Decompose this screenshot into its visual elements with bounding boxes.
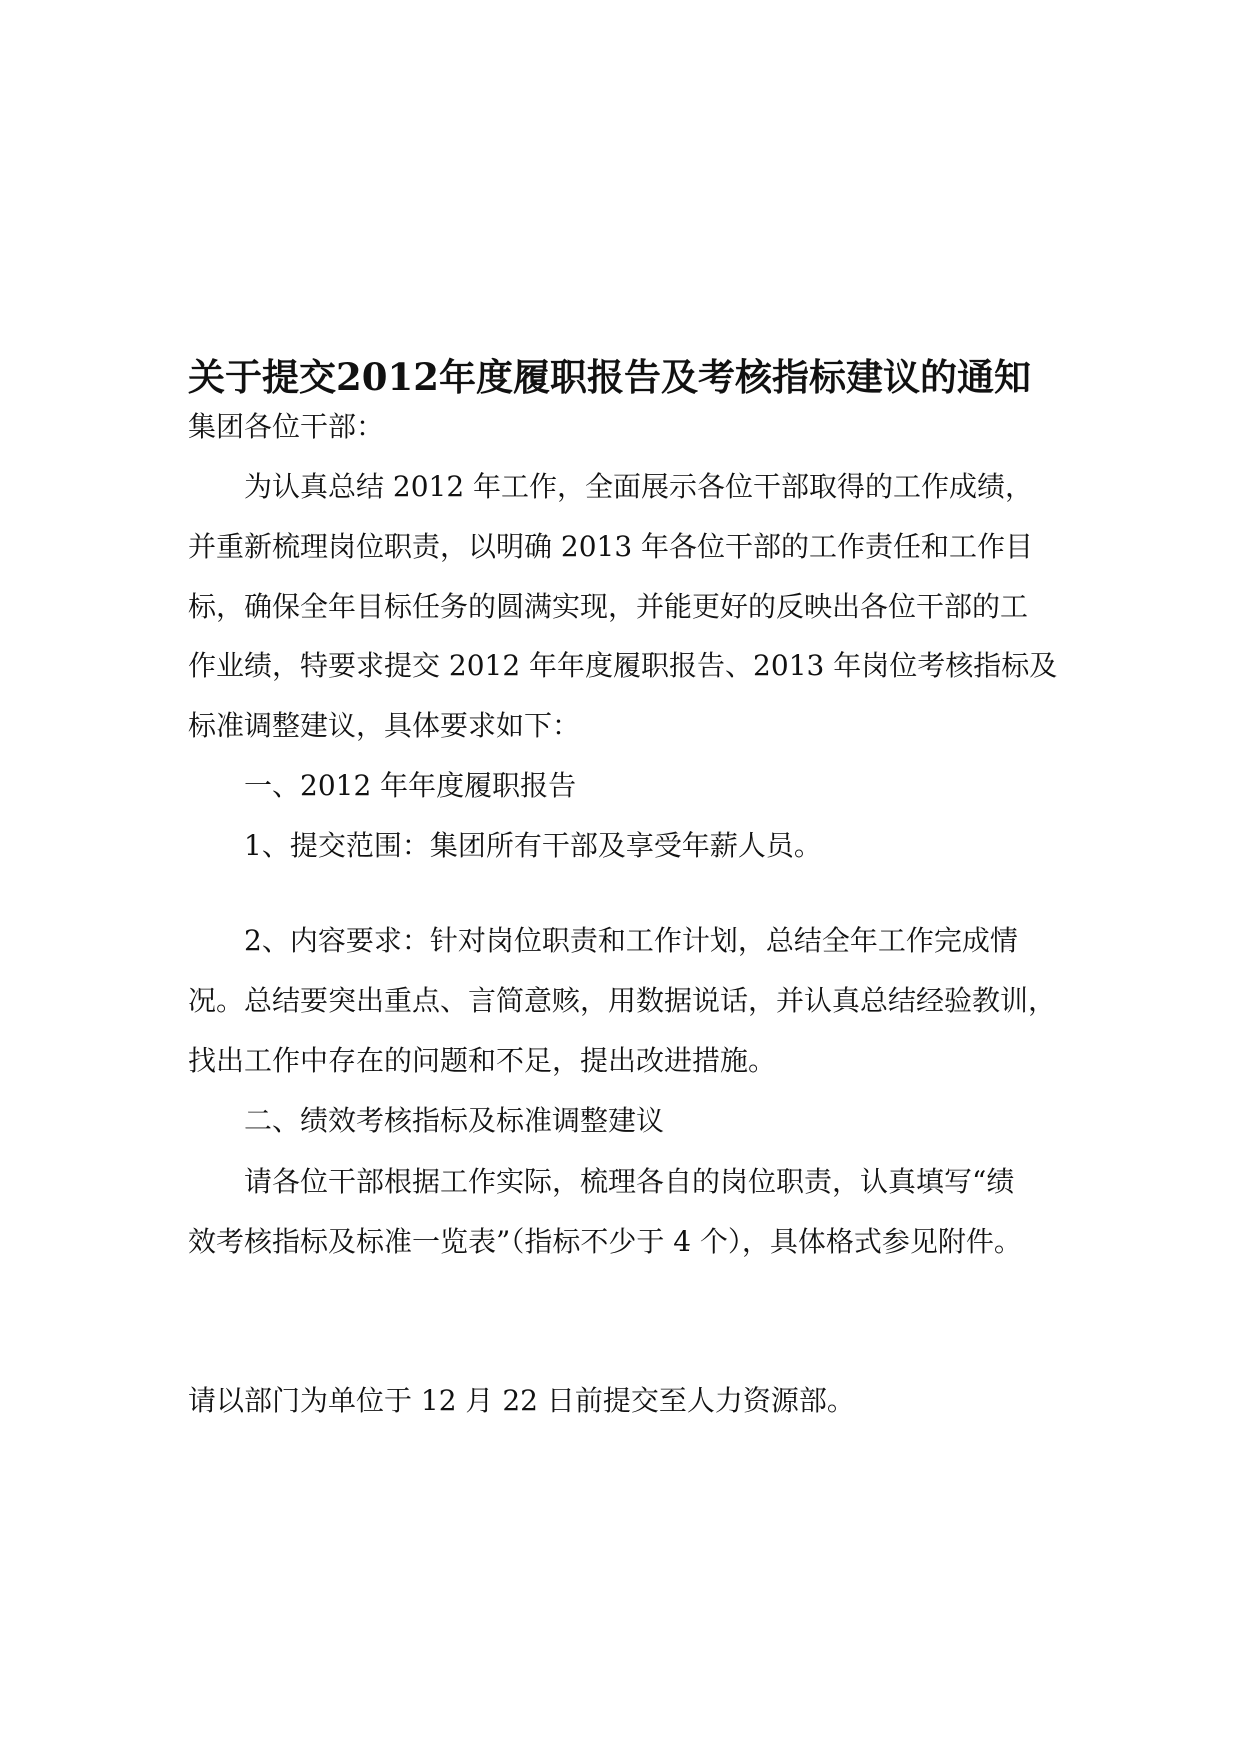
intro-line-3: 标，确保全年目标任务的圆满实现，并能更好的反映出各位干部的工 xyxy=(188,590,1029,623)
section1-heading: 一、2012 年年度履职报告 xyxy=(244,769,577,802)
intro-line-4: 作业绩，特要求提交 2012 年年度履职报告、2013 年岗位考核指标及 xyxy=(188,649,1058,682)
intro-line-1: 为认真总结 2012 年工作，全面展示各位干部取得的工作成绩， xyxy=(244,470,1034,503)
item2-line-1: 2、内容要求：针对岗位职责和工作计划，总结全年工作完成情 xyxy=(244,924,1018,957)
deadline-note: 请以部门为单位于 12 月 22 日前提交至人力资源部。 xyxy=(188,1384,855,1417)
section2-line-2: 效考核指标及标准一览表”（指标不少于 4 个），具体格式参见附件。 xyxy=(188,1225,1022,1258)
item2-line-2: 况。总结要突出重点、言简意赅，用数据说话，并认真总结经验教训， xyxy=(188,984,1057,1017)
intro-line-5: 标准调整建议，具体要求如下： xyxy=(188,709,581,742)
item1-scope: 1、提交范围：集团所有干部及享受年薪人员。 xyxy=(244,829,822,862)
section2-line-1: 请各位干部根据工作实际，梳理各自的岗位职责，认真填写“绩 xyxy=(244,1165,1015,1198)
item2-line-3: 找出工作中存在的问题和不足，提出改进措施。 xyxy=(188,1044,777,1077)
document-title: 关于提交2012年度履职报告及考核指标建议的通知 xyxy=(188,355,1031,399)
section2-heading: 二、绩效考核指标及标准调整建议 xyxy=(244,1104,665,1137)
intro-line-2: 并重新梳理岗位职责，以明确 2013 年各位干部的工作责任和工作目 xyxy=(188,530,1034,563)
salutation: 集团各位干部： xyxy=(188,410,385,443)
